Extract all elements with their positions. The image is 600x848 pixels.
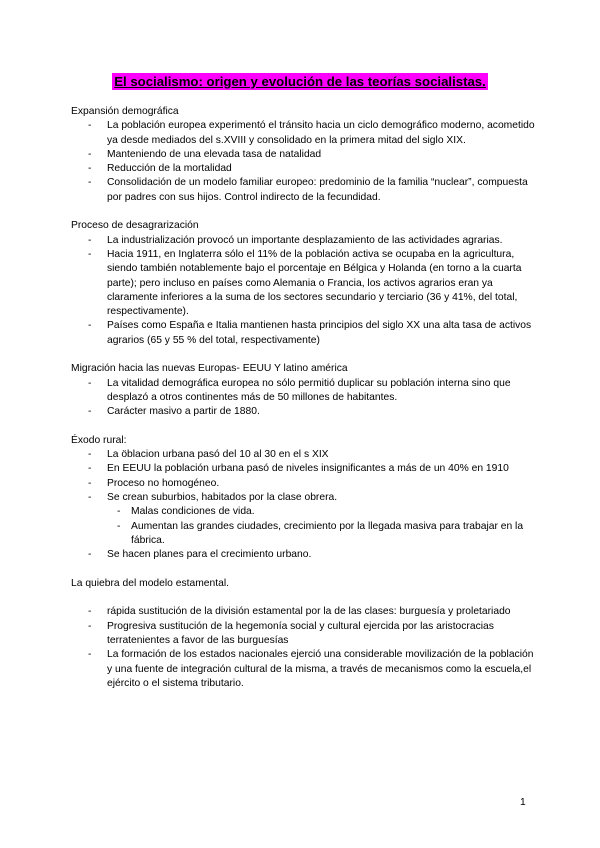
- list-item-text: Hacia 1911, en Inglaterra sólo el 11% de la población activa se ocupaba en la agricultura, siendo también notablemente bajo el porcentaje en Bélgica y Holanda (en torno a la cuarta parte); pero incluso en países como Alemania o Francia, los activos agrarios eran ya claramente inferiores a la suma de los sectores secundario y terciario (36 y 41%, del total, respectivamente).: [107, 248, 522, 318]
- list-item-text: Se hacen planes para el crecimiento urbano.: [107, 549, 312, 561]
- sub-list-item: [107, 505, 541, 519]
- dash-bullet: -: [88, 377, 92, 389]
- list-item: [71, 319, 541, 348]
- sub-list-item-text: Malas condiciones de vida.: [131, 506, 255, 518]
- list-item-text: rápida sustitución de la división estamental por la de las clases: burguesía y proletariado: [107, 606, 511, 618]
- dash-bullet: -: [88, 649, 92, 661]
- dash-bullet: -: [88, 620, 92, 632]
- dash-bullet: -: [88, 148, 92, 160]
- list-item: [71, 176, 541, 205]
- list-item: [71, 148, 541, 162]
- dash-bullet: -: [117, 520, 121, 532]
- sub-bullet-list: [107, 505, 541, 548]
- spacer: [71, 591, 541, 605]
- list-item-text: En EEUU la población urbana pasó de niveles insignificantes a más de un 40% en 1910: [107, 463, 509, 475]
- list-item: [71, 491, 541, 548]
- section-heading: Éxodo rural:: [71, 434, 127, 446]
- spacer: [71, 420, 541, 434]
- section-heading: Migración hacia las nuevas Europas- EEUU Y latino américa: [71, 363, 348, 375]
- document-title: El socialismo: origen y evolución de las teorías socialistas.: [114, 74, 486, 89]
- list-item: [71, 648, 541, 691]
- dash-bullet: -: [88, 406, 92, 418]
- page-number: 1: [520, 797, 526, 808]
- list-item: [71, 548, 541, 562]
- section-heading: La quiebra del modelo estamental.: [71, 577, 229, 589]
- dash-bullet: -: [88, 463, 92, 475]
- list-item-text: Carácter masivo a partir de 1880.: [107, 406, 260, 418]
- dash-bullet: -: [88, 234, 92, 246]
- sub-list-item-text: Aumentan las grandes ciudades, crecimiento por la llegada masiva para trabajar en la fábrica.: [131, 520, 524, 546]
- dash-bullet: -: [88, 549, 92, 561]
- dash-bullet: -: [88, 606, 92, 618]
- list-item-text: Proceso no homogéneo.: [107, 477, 220, 489]
- list-item: [71, 119, 541, 148]
- section-quiebra-modelo-estamental: [71, 577, 541, 691]
- spacer: [71, 205, 541, 219]
- list-item: [71, 162, 541, 176]
- dash-bullet: -: [88, 320, 92, 332]
- list-item-text: Manteniendo de una elevada tasa de natalidad: [107, 148, 322, 160]
- list-item-text: La vitalidad demográfica europea no sólo permitió duplicar su población interna sino que desplazó a otros continentes más de 50 millones de habitantes.: [107, 377, 511, 403]
- bullet-list: [71, 119, 541, 205]
- list-item: [71, 605, 541, 619]
- section-heading: Proceso de desagrarización: [71, 220, 199, 232]
- spacer: [71, 348, 541, 362]
- section-expansion-demografica: [71, 105, 541, 205]
- list-item-text: Progresiva sustitución de la hegemonía social y cultural ejercida por las aristocracias terratenientes a favor de las burguesías: [107, 620, 494, 646]
- dash-bullet: -: [117, 506, 121, 518]
- list-item: [71, 477, 541, 491]
- list-item: [71, 462, 541, 476]
- dash-bullet: -: [88, 120, 92, 132]
- section-heading: Expansión demográfica: [71, 106, 179, 117]
- list-item-text: La öblacion urbana pasó del 10 al 30 en el s XIX: [107, 449, 329, 461]
- list-item-text: Países como España e Italia mantienen hasta principios del siglo XX una alta tasa de activos agrarios (65 y 55 % del total, respectivamente): [107, 320, 532, 346]
- dash-bullet: -: [88, 492, 92, 504]
- spacer: [71, 563, 541, 577]
- bullet-list: [71, 448, 541, 562]
- title-container: [0, 73, 600, 91]
- list-item: [71, 234, 541, 248]
- section-migracion: [71, 362, 541, 419]
- sub-list-item: [107, 520, 541, 549]
- bullet-list: [71, 605, 541, 691]
- dash-bullet: -: [88, 163, 92, 175]
- bullet-list: [71, 234, 541, 348]
- list-item: [71, 448, 541, 462]
- dash-bullet: -: [88, 477, 92, 489]
- dash-bullet: -: [88, 449, 92, 461]
- list-item: [71, 620, 541, 649]
- section-exodo-rural: [71, 434, 541, 563]
- list-item-text: Reducción de la mortalidad: [107, 163, 232, 175]
- dash-bullet: -: [88, 248, 92, 260]
- list-item: [71, 377, 541, 406]
- list-item-text: Se crean suburbios, habitados por la clase obrera.: [107, 492, 338, 504]
- document-body: [71, 105, 541, 691]
- section-desagrarizacion: [71, 219, 541, 348]
- list-item-text: La industrialización provocó un importante desplazamiento de las actividades agrarias.: [107, 234, 503, 246]
- list-item: [71, 248, 541, 319]
- bullet-list: [71, 377, 541, 420]
- list-item-text: Consolidación de un modelo familiar europeo: predominio de la familia “nuclear”, compuesta por padres con sus hijos. Control indirecto de la fecundidad.: [107, 177, 528, 203]
- dash-bullet: -: [88, 177, 92, 189]
- list-item-text: La población europea experimentó el tránsito hacia un ciclo demográfico moderno, acometido ya desde mediados del s.XVIII y consolidado en la primera mitad del siglo XIX.: [107, 120, 535, 146]
- list-item-text: La formación de los estados nacionales ejerció una considerable movilización de la población y una fuente de integración cultural de la misma, a través de mecanismos como la escuela,el ejército o el sistema tributario.: [107, 649, 534, 689]
- list-item: [71, 405, 541, 419]
